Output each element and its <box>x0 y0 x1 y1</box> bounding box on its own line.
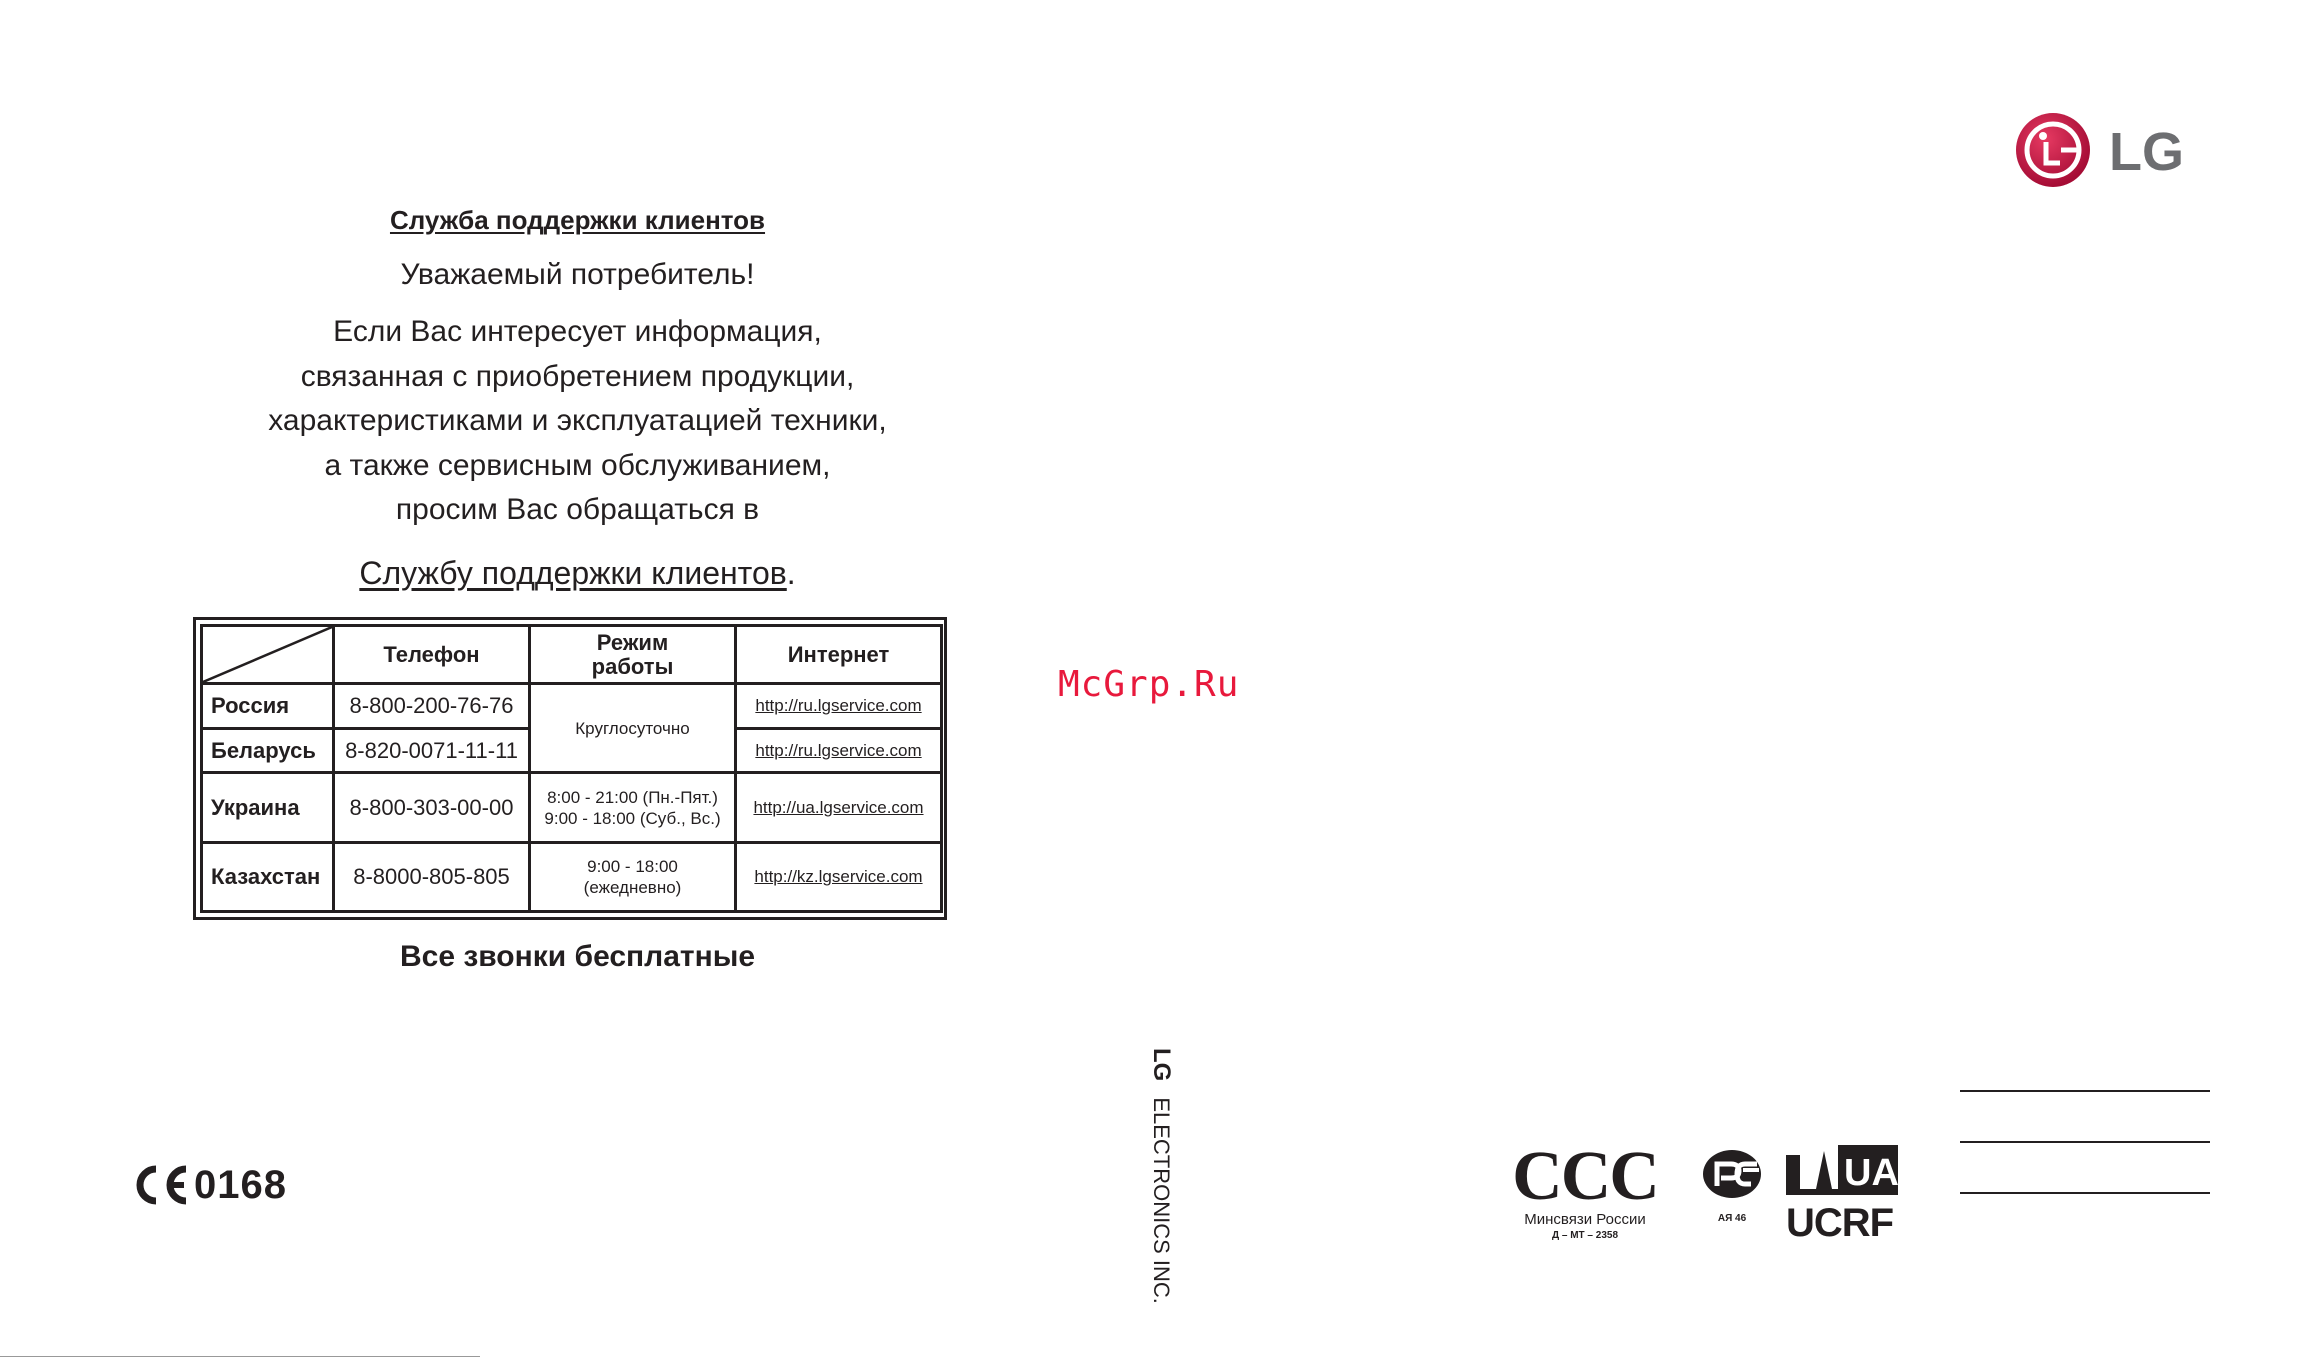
ccc-letters: CCC <box>1512 1138 1658 1215</box>
ccc-certification <box>1500 1138 1670 1241</box>
header-hours <box>530 626 736 684</box>
phone-cell: 8-8000-805-805 <box>334 842 530 911</box>
vertical-company: ELECTRONICS INC. <box>1149 1097 1174 1304</box>
lg-logo-text: LG <box>2109 122 2184 182</box>
lg-logo-icon <box>2013 108 2198 192</box>
country-cell: Украина <box>202 773 334 842</box>
blank-line <box>1960 1090 2210 1092</box>
ccc-code: Д – МТ – 2358 <box>1551 1230 1619 1241</box>
diagonal-line-icon <box>203 627 332 682</box>
table-corner-cell <box>202 626 334 684</box>
body-paragraph <box>180 310 975 533</box>
hours-cell <box>530 842 736 911</box>
country-cell: Россия <box>202 684 334 729</box>
phone-cell: 8-800-303-00-00 <box>334 773 530 842</box>
support-service-link[interactable]: Службу поддержки клиентов <box>359 555 787 591</box>
bottom-divider <box>0 1356 480 1357</box>
pct-certification <box>1701 1148 1763 1228</box>
body-line: а также сервисным обслуживанием, <box>324 448 831 482</box>
country-cell: Беларусь <box>202 728 334 773</box>
url-link[interactable]: http://ua.lgservice.com <box>736 773 942 842</box>
table-row <box>202 842 942 911</box>
body-line: просим Вас обращаться в <box>395 493 760 526</box>
header-hours-line: Режим <box>596 629 669 655</box>
header-internet: Интернет <box>736 626 942 684</box>
ce-icon <box>130 1163 192 1207</box>
ucrf-icon <box>1786 1145 1898 1201</box>
free-calls-note: Все звонки бесплатные <box>399 940 756 973</box>
ce-number: 0168 <box>194 1162 287 1207</box>
pct-code: АЯ 46 <box>1717 1213 1747 1224</box>
hours-line: 9:00 - 18:00 (Суб., Вс.) <box>544 808 721 828</box>
ucrf-certification <box>1786 1145 1898 1245</box>
header-phone: Телефон <box>334 626 530 684</box>
contact-table-frame <box>193 617 947 920</box>
ucrf-ua: UA <box>1844 1152 1898 1194</box>
phone-cell: 8-820-0071-11-11 <box>334 728 530 773</box>
url-link[interactable]: http://kz.lgservice.com <box>736 842 942 911</box>
hours-cell <box>530 773 736 842</box>
body-line: связанная с приобретением продукции, <box>300 359 855 393</box>
ce-mark <box>130 1160 287 1210</box>
body-line: характеристиками и эксплуатацией техники, <box>268 404 887 437</box>
ucrf-text: UCRF <box>1786 1201 1894 1245</box>
greeting: Уважаемый потребитель! <box>400 258 755 291</box>
url-link[interactable]: http://ru.lgservice.com <box>736 728 942 773</box>
lg-logo <box>2013 108 2198 192</box>
hours-line: 8:00 - 21:00 (Пн.-Пят.) <box>547 787 718 807</box>
hours-line: 9:00 - 18:00 <box>587 856 678 876</box>
url-link[interactable]: http://ru.lgservice.com <box>736 684 942 729</box>
watermark: McGrp.Ru <box>1058 664 1240 705</box>
body-line: Если Вас интересует информация, <box>333 315 822 348</box>
table-row <box>202 684 942 729</box>
table-row <box>202 773 942 842</box>
vertical-lg: LG <box>1148 1048 1175 1082</box>
blank-line <box>1960 1192 2210 1194</box>
support-heading: Служба поддержки клиентов <box>389 205 766 235</box>
ccc-label: Минсвязи России <box>1524 1211 1646 1228</box>
lg-electronics-vertical <box>1135 1048 1175 1304</box>
phone-cell: 8-800-200-76-76 <box>334 684 530 729</box>
blank-line <box>1960 1141 2210 1143</box>
header-hours-line: работы <box>591 653 674 679</box>
country-cell: Казахстан <box>202 842 334 911</box>
hours-cell: Круглосуточно <box>530 684 736 773</box>
pct-icon <box>1701 1148 1763 1200</box>
support-link-line <box>180 555 975 592</box>
support-link-suffix: . <box>786 555 796 591</box>
hours-line: (ежедневно) <box>583 877 682 897</box>
contact-table <box>200 624 943 913</box>
